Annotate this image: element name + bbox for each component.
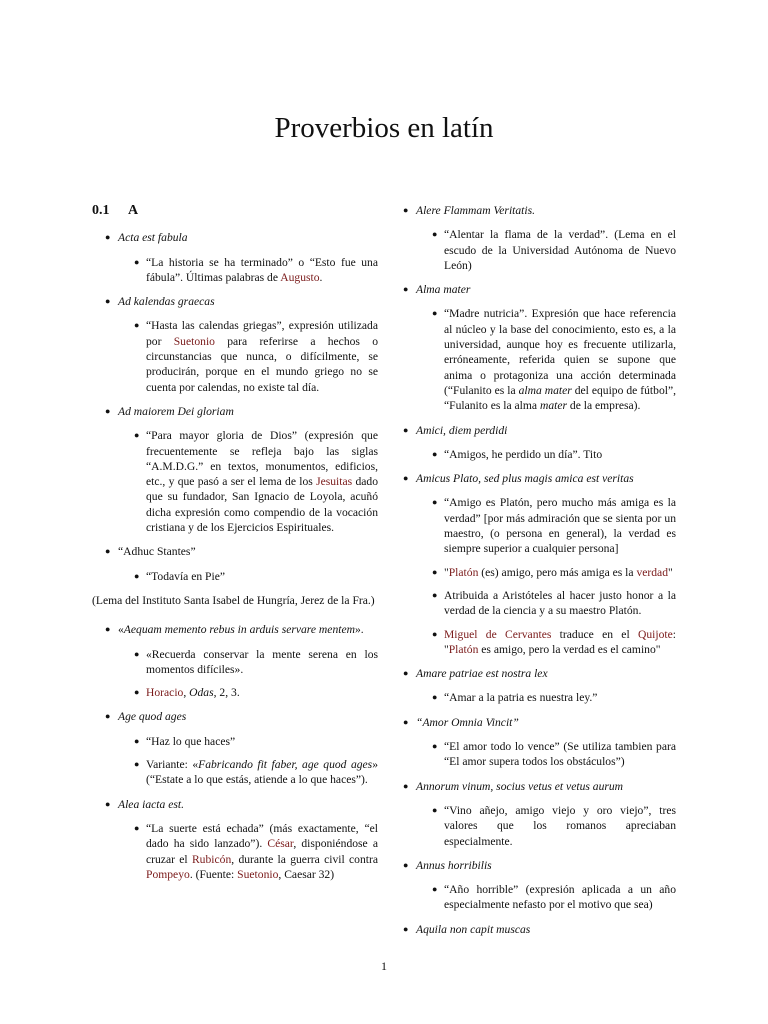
bullet-icon: ●	[403, 780, 409, 791]
bullet-icon: ●	[403, 716, 409, 727]
proverb-title: “Adhuc Stantes”	[118, 545, 196, 559]
bullet-icon: ●	[432, 741, 438, 752]
section-heading	[92, 203, 378, 218]
proverb-entry	[400, 423, 676, 463]
bullet-icon: ●	[134, 256, 140, 267]
bullet-icon: ●	[403, 473, 409, 484]
proverb-meaning: ● “El amor todo lo vence” (Se utiliza tambien para “El amor supera todos los obstáculos”)	[432, 740, 676, 769]
section-number: 0.1	[92, 203, 110, 218]
proverb-note: ● Miguel de Cervantes traduce en el Quijote: "Platón es amigo, pero la verdad es el camino"	[432, 627, 676, 656]
bullet-icon: ●	[105, 296, 111, 307]
proverb-entry	[400, 282, 676, 413]
bullet-icon: ●	[432, 692, 438, 703]
bullet-icon: ●	[105, 711, 111, 722]
proverb-meaning: ● “La suerte está echada” (más exactamente, “el dado ha sido lanzado”). César, disponiéndose a cruzar el Rubicón, durante la guerra civil contra Pompeyo. (Fuente: Suetonio, Caesar 32)	[134, 821, 379, 881]
bullet-icon: ●	[134, 570, 140, 581]
proverb-entry	[92, 709, 378, 787]
bullet-icon: ●	[403, 205, 409, 215]
bullet-icon: ●	[432, 229, 438, 240]
bullet-icon: ●	[403, 859, 409, 870]
bullet-icon: ●	[134, 320, 140, 331]
bullet-icon: ●	[432, 448, 438, 459]
proverb-meaning: ● “La historia se ha terminado” o “Esto fue una fábula”. Últimas palabras de Augusto.	[134, 255, 378, 284]
left-column	[92, 203, 378, 891]
bullet-icon: ●	[432, 589, 438, 600]
proverb-title: Alea iacta est.	[118, 797, 185, 811]
proverb-entry	[400, 779, 676, 849]
link-jesuitas[interactable]: Jesuitas	[316, 475, 353, 489]
bullet-icon: ●	[403, 668, 409, 679]
proverb-title: “Amor Omnia Vincit”	[416, 715, 519, 729]
page-number: 1	[381, 959, 387, 973]
proverb-source: ● Horacio, Odas, 2, 3.	[134, 686, 240, 700]
link-platon[interactable]: Platón	[448, 642, 479, 656]
proverb-entry	[92, 294, 378, 395]
link-suetonio[interactable]: Suetonio	[173, 334, 215, 348]
proverb-title: Amare patriae est nostra lex	[416, 667, 548, 681]
bullet-icon: ●	[432, 804, 438, 815]
link-pompeyo[interactable]: Pompeyo	[146, 867, 190, 881]
bullet-icon: ●	[432, 628, 438, 639]
link-quijote[interactable]: Quijote	[637, 627, 673, 641]
proverb-title: Aquila non capit muscas	[416, 922, 531, 936]
bullet-icon: ●	[403, 284, 409, 295]
proverb-meaning: ● “Amar a la patria es nuestra ley.”	[432, 691, 598, 705]
proverb-entry	[92, 230, 378, 285]
proverb-meaning: ● “Hasta las calendas griegas”, expresión utilizada por Suetonio para referirse a hechos o circunstancias que nunca, o difícilmente, se producirán, porque en el mundo griego no se cuenta por calendas, no existe tal día.	[134, 319, 378, 394]
bullet-icon: ●	[432, 497, 438, 508]
proverb-meaning: ● “Todavía en Pie”	[134, 569, 226, 583]
bullet-icon: ●	[105, 546, 111, 557]
proverb-entry	[400, 858, 676, 913]
proverb-title: Annus horribilis	[416, 858, 492, 872]
bullet-icon: ●	[105, 232, 111, 243]
proverb-meaning: ● «Recuerda conservar la mente serena en los momentos difíciles».	[134, 647, 378, 676]
proverb-title: Amici, diem perdidi	[416, 423, 508, 437]
bullet-icon: ●	[134, 735, 140, 746]
proverb-variant: ● "Platón (es) amigo, pero más amiga es la verdad"	[432, 565, 673, 579]
link-verdad[interactable]: verdad	[636, 565, 668, 579]
proverb-meaning: ● “Para mayor gloria de Dios” (expresión que frecuentemente se refleja bajo las siglas “A.M.D.G.” en textos, monumentos, edificios, etc., y que pasó a ser el lema de los Jesuitas dado que su fundador, San Ignacio de Loyola, acuñó dicha expresión como compendio de la vocación cristiana y de los Ejercicios Espirituales.	[134, 429, 379, 535]
proverb-entry	[400, 666, 676, 706]
link-augusto[interactable]: Augusto	[280, 270, 320, 284]
proverb-title: Annorum vinum, socius vetus et vetus aurum	[416, 779, 624, 793]
proverb-meaning: ● “Amigo es Platón, pero mucho más amiga es la verdad” [por más admiración que se sienta por un maestro, (o persona en general), la verdad es siempre superior a cualquier persona]	[432, 496, 676, 556]
bullet-icon: ●	[403, 424, 409, 435]
bullet-icon: ●	[105, 798, 111, 809]
proverb-entry	[400, 922, 676, 937]
proverb-entry	[92, 622, 378, 700]
proverb-meaning: ● “Alentar la flama de la verdad”. (Lema en el escudo de la Universidad Autónoma de Nuevo León)	[432, 228, 676, 272]
proverb-entry	[400, 203, 676, 273]
bullet-icon: ●	[105, 405, 111, 416]
proverb-entry	[92, 544, 378, 584]
proverb-variant: ● Variante: «Fabricando fit faber, age quod ages» (“Estate a lo que estás, atiende a lo que haces”).	[134, 758, 378, 787]
proverb-title: Ad kalendas graecas	[118, 295, 215, 309]
proverb-entry	[400, 471, 676, 657]
proverb-title: Ad maiorem Dei gloriam	[118, 404, 234, 418]
proverb-meaning: ● “Madre nutricia”. Expresión que hace referencia al núcleo y la base del conocimiento, esto es, a la universidad, aunque hoy es frecuente utilizarla, erróneamente, referida quien se supone que anima o protagoniza una acción determinada (“Fulanito es la alma mater del equipo de fútbol”, “Fulanito es la alma mater de la empresa).	[432, 307, 677, 413]
bullet-icon: ●	[432, 566, 438, 577]
link-cervantes[interactable]: Miguel de Cervantes	[444, 627, 552, 641]
proverb-meaning: ● “Año horrible” (expresión aplicada a un año especialmente nefasto por el motivo que sea)	[432, 883, 676, 912]
bullet-icon: ●	[134, 822, 140, 833]
bullet-icon: ●	[403, 923, 409, 934]
proverb-title: «Aequam memento rebus in arduis servare mentem».	[118, 623, 364, 637]
bullet-icon: ●	[134, 648, 140, 659]
proverb-title: Age quod ages	[118, 710, 187, 724]
proverb-meaning: ● “Amigos, he perdido un día”. Tito	[432, 447, 603, 461]
section-letter: A	[128, 203, 139, 218]
bullet-icon: ●	[105, 624, 111, 635]
proverb-title: Acta est fabula	[118, 231, 188, 245]
bullet-icon: ●	[134, 687, 140, 698]
proverb-entry	[92, 404, 378, 535]
right-column	[400, 203, 676, 946]
proverb-title: Alere Flammam Veritatis.	[416, 204, 536, 217]
proverb-meaning: ● “Haz lo que haces”	[134, 734, 236, 748]
link-rubicon[interactable]: Rubicón	[191, 852, 232, 866]
bullet-icon: ●	[432, 308, 438, 319]
proverb-entry	[400, 715, 676, 770]
page-title: Proverbios en latín	[274, 112, 494, 144]
link-suetonio[interactable]: Suetonio	[237, 867, 279, 881]
proverb-title: Amicus Plato, sed plus magis amica est veritas	[416, 472, 634, 486]
proverb-entry	[92, 797, 378, 882]
proverb-title: Alma mater	[416, 283, 471, 297]
bullet-icon: ●	[432, 884, 438, 895]
motto-paragraph: (Lema del Instituto Santa Isabel de Hungría, Jerez de la Fra.)	[92, 593, 375, 607]
link-platon[interactable]: Platón	[448, 565, 479, 579]
bullet-icon: ●	[134, 430, 140, 441]
proverb-meaning: ● “Vino añejo, amigo viejo y oro viejo”, tres valores que los romanos apreciaban especialmente.	[432, 803, 676, 848]
link-cesar[interactable]: César	[267, 837, 294, 851]
bullet-icon: ●	[134, 759, 140, 770]
link-horacio[interactable]: Horacio	[146, 686, 184, 700]
proverb-note: ● Atribuida a Aristóteles al hacer justo honor a la verdad de la ciencia y a su maestro Platón.	[432, 588, 676, 618]
